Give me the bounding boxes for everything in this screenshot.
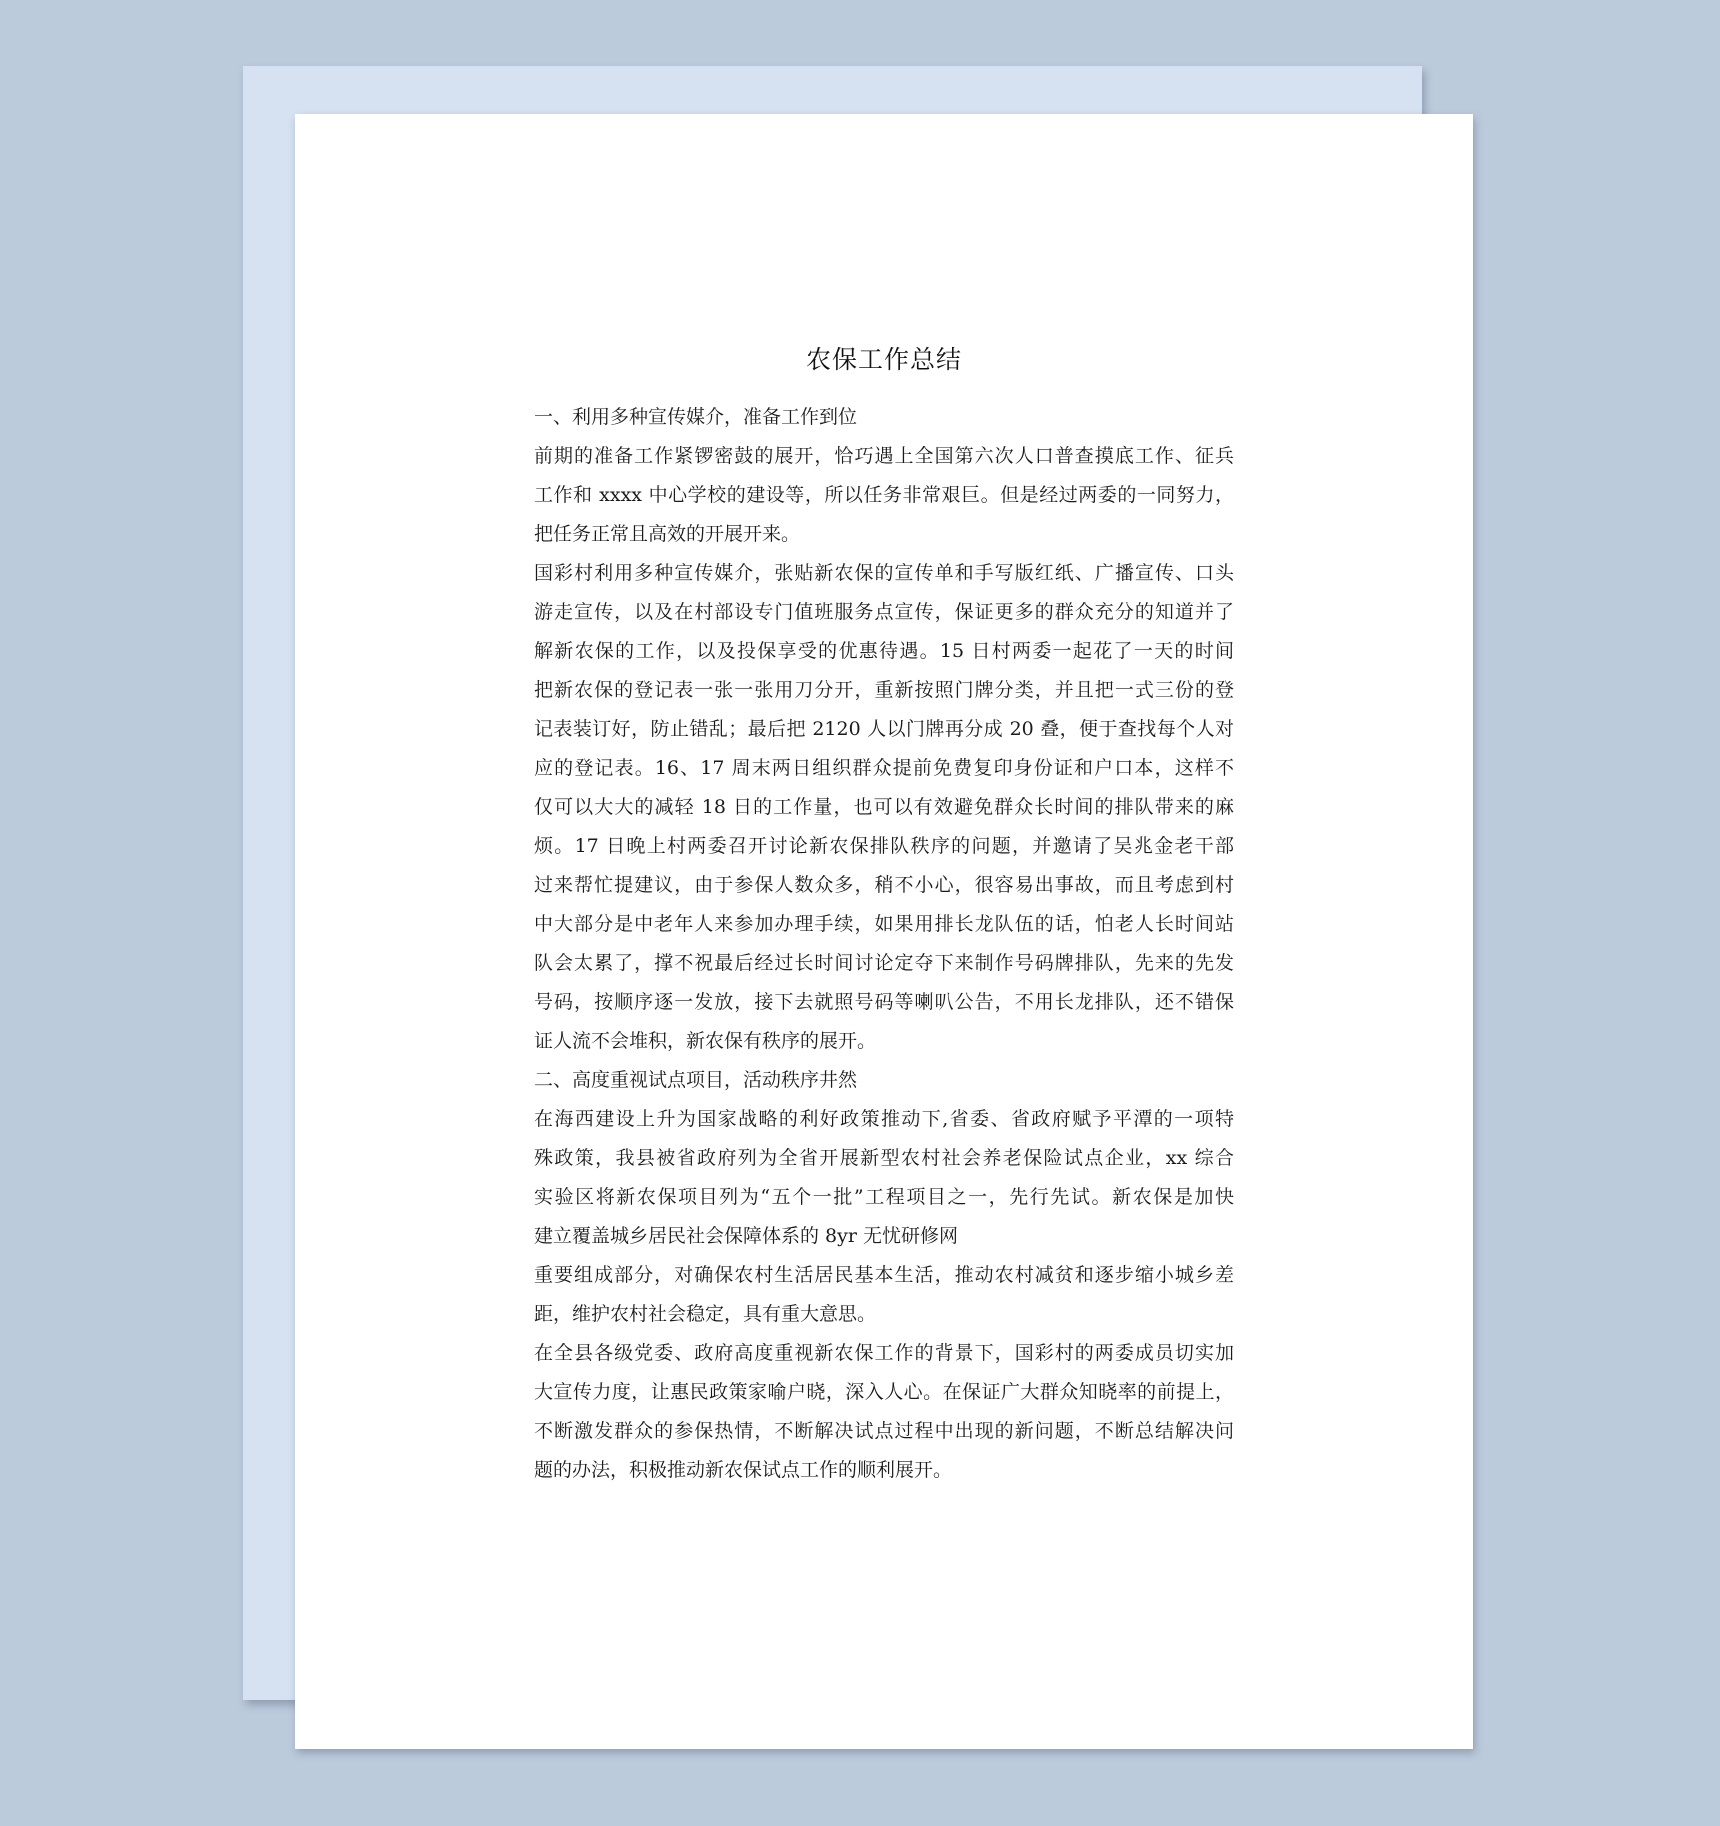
text-line: 证人流不会堆积，新农保有秩序的展开。	[534, 1030, 877, 1052]
text-line: 过来帮忙提建议，由于参保人数众多，稍不小心，很容易出事故，而且考虑到村	[534, 874, 1234, 896]
text-line: 建立覆盖城乡居民社会保障体系的 8yr 无忧研修网	[534, 1225, 958, 1247]
text-line: 把新农保的登记表一张一张用刀分开，重新按照门牌分类，并且把一式三份的登	[534, 679, 1234, 701]
text-line: 殊政策，我县被省政府列为全省开展新型农村社会养老保险试点企业，xx 综合	[534, 1147, 1234, 1169]
text-line: 大宣传力度，让惠民政策家喻户晓，深入人心。在保证广大群众知晓率的前提上，	[534, 1381, 1234, 1403]
text-line: 不断激发群众的参保热情，不断解决试点过程中出现的新问题，不断总结解决问	[534, 1420, 1234, 1442]
text-line: 题的办法，积极推动新农保试点工作的顺利展开。	[534, 1459, 953, 1481]
text-line: 二、高度重视试点项目，活动秩序井然	[534, 1069, 858, 1091]
text-line: 记表装订好，防止错乱；最后把 2120 人以门牌再分成 20 叠，便于查找每个人对	[534, 718, 1234, 740]
text-line: 中大部分是中老年人来参加办理手续，如果用排长龙队伍的话，怕老人长时间站	[534, 913, 1234, 935]
text-line: 在海西建设上升为国家战略的利好政策推动下,省委、省政府赋予平潭的一项特	[534, 1108, 1234, 1130]
text-line: 前期的准备工作紧锣密鼓的展开，恰巧遇上全国第六次人口普查摸底工作、征兵	[534, 445, 1234, 467]
text-line: 号码，按顺序逐一发放，接下去就照号码等喇叭公告，不用长龙排队，还不错保	[534, 991, 1234, 1013]
text-line: 应的登记表。16、17 周末两日组织群众提前免费复印身份证和户口本，这样不	[534, 757, 1234, 779]
text-line: 一、利用多种宣传媒介，准备工作到位	[534, 406, 858, 428]
document-body	[534, 398, 1234, 1490]
text-line: 重要组成部分，对确保农村生活居民基本生活，推动农村减贫和逐步缩小城乡差	[534, 1264, 1234, 1286]
document-page	[295, 114, 1473, 1749]
document-title: 农保工作总结	[805, 345, 962, 374]
text-line: 烦。17 日晚上村两委召开讨论新农保排队秩序的问题，并邀请了吴兆金老干部	[534, 835, 1234, 857]
text-line: 解新农保的工作，以及投保享受的优惠待遇。15 日村两委一起花了一天的时间	[534, 640, 1234, 662]
text-line: 工作和 xxxx 中心学校的建设等，所以任务非常艰巨。但是经过两委的一同努力，	[534, 484, 1234, 506]
text-line: 仅可以大大的减轻 18 日的工作量，也可以有效避免群众长时间的排队带来的麻	[534, 796, 1234, 818]
text-line: 队会太累了，撑不祝最后经过长时间讨论定夺下来制作号码牌排队，先来的先发	[534, 952, 1234, 974]
text-line: 游走宣传，以及在村部设专门值班服务点宣传，保证更多的群众充分的知道并了	[534, 601, 1234, 623]
text-line: 国彩村利用多种宣传媒介，张贴新农保的宣传单和手写版红纸、广播宣传、口头	[534, 562, 1234, 584]
text-line: 实验区将新农保项目列为“五个一批”工程项目之一，先行先试。新农保是加快	[534, 1186, 1234, 1208]
text-line: 在全县各级党委、政府高度重视新农保工作的背景下，国彩村的两委成员切实加	[534, 1342, 1234, 1364]
text-line: 距，维护农村社会稳定，具有重大意思。	[534, 1303, 877, 1325]
text-line: 把任务正常且高效的开展开来。	[534, 523, 801, 545]
